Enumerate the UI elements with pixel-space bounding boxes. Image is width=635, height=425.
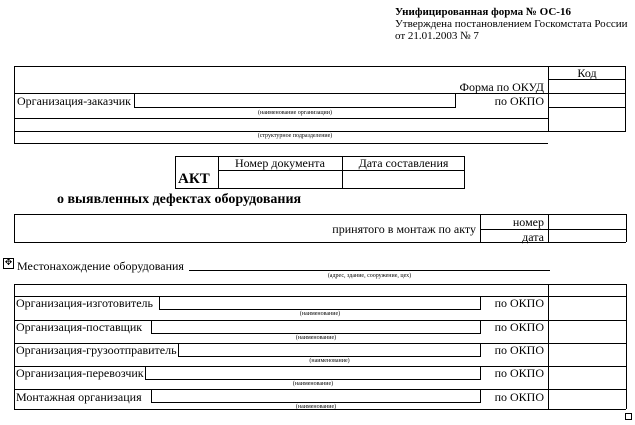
location-caption: (адрес, здание, сооружение, цех) xyxy=(327,273,412,279)
customer-okpo-label: по ОКПО xyxy=(494,94,544,108)
move-handle-icon[interactable]: ✥ xyxy=(4,258,13,268)
doc-number-field[interactable] xyxy=(219,171,341,188)
okud-label: Форма по ОКУД xyxy=(459,80,544,94)
org-manufacturer-caption: (наименование) xyxy=(299,311,341,317)
act-label: АКТ xyxy=(178,171,210,187)
mounting-date-field[interactable] xyxy=(549,230,625,241)
org-shipper-caption: (наименование) xyxy=(309,358,350,364)
doc-date-header: Дата составления xyxy=(358,156,449,170)
doc-number-header: Номер документа xyxy=(234,156,326,170)
kod-label: Код xyxy=(577,66,597,80)
resize-handle-icon[interactable] xyxy=(625,413,632,420)
customer-name-caption: (наименование организации) xyxy=(258,110,332,116)
org-installer-okpo: по ОКПО xyxy=(494,390,544,404)
act-title: о выявленных дефектах оборудования xyxy=(57,192,302,207)
shipper-okpo-code[interactable] xyxy=(549,344,625,365)
org-carrier-label: Организация-перевозчик xyxy=(16,366,144,380)
org-carrier-caption: (наименование) xyxy=(292,381,334,387)
manufacturer-okpo-code[interactable] xyxy=(549,297,625,319)
doc-date-field[interactable] xyxy=(343,171,464,188)
mounting-number-label: номер xyxy=(512,215,544,229)
mounting-date-label: дата xyxy=(522,230,544,244)
manufacturer-name-field[interactable] xyxy=(159,296,481,310)
org-carrier-okpo: по ОКПО xyxy=(494,366,544,380)
form-title: Унифицированная форма № ОС-16 xyxy=(395,6,571,18)
customer-label: Организация-заказчик xyxy=(17,94,132,108)
org-installer-caption: (наименование) xyxy=(295,404,337,410)
carrier-okpo-code[interactable] xyxy=(549,367,625,388)
supplier-okpo-code[interactable] xyxy=(549,321,625,342)
org-manufacturer-okpo: по ОКПО xyxy=(494,296,544,310)
location-field[interactable] xyxy=(189,270,550,271)
org-shipper-label: Организация-грузоотправитель xyxy=(16,343,177,357)
org-installer-label: Монтажная организация xyxy=(16,390,142,404)
org-shipper-okpo: по ОКПО xyxy=(494,343,544,357)
approved-line-2: от 21.01.2003 № 7 xyxy=(395,30,479,42)
customer-subdivision-caption: (структурное подразделение) xyxy=(257,133,333,139)
org-supplier-okpo: по ОКПО xyxy=(494,320,544,334)
shipper-name-field[interactable] xyxy=(178,343,481,357)
org-supplier-caption: (наименование) xyxy=(295,335,337,341)
approved-line-1: Утверждена постановлением Госкомстата России xyxy=(395,18,628,30)
installer-okpo-code[interactable] xyxy=(549,390,625,408)
supplier-name-field[interactable] xyxy=(151,320,481,334)
installer-name-field[interactable] xyxy=(151,389,481,403)
mounting-label: принятого в монтаж по акту xyxy=(332,222,476,236)
customer-name-field[interactable] xyxy=(134,93,456,108)
org-supplier-label: Организация-поставщик xyxy=(16,320,143,334)
carrier-name-field[interactable] xyxy=(145,366,481,380)
mounting-number-field[interactable] xyxy=(549,215,625,228)
org-manufacturer-label: Организация-изготовитель xyxy=(16,296,154,310)
location-label: Местонахождение оборудования xyxy=(17,259,184,273)
